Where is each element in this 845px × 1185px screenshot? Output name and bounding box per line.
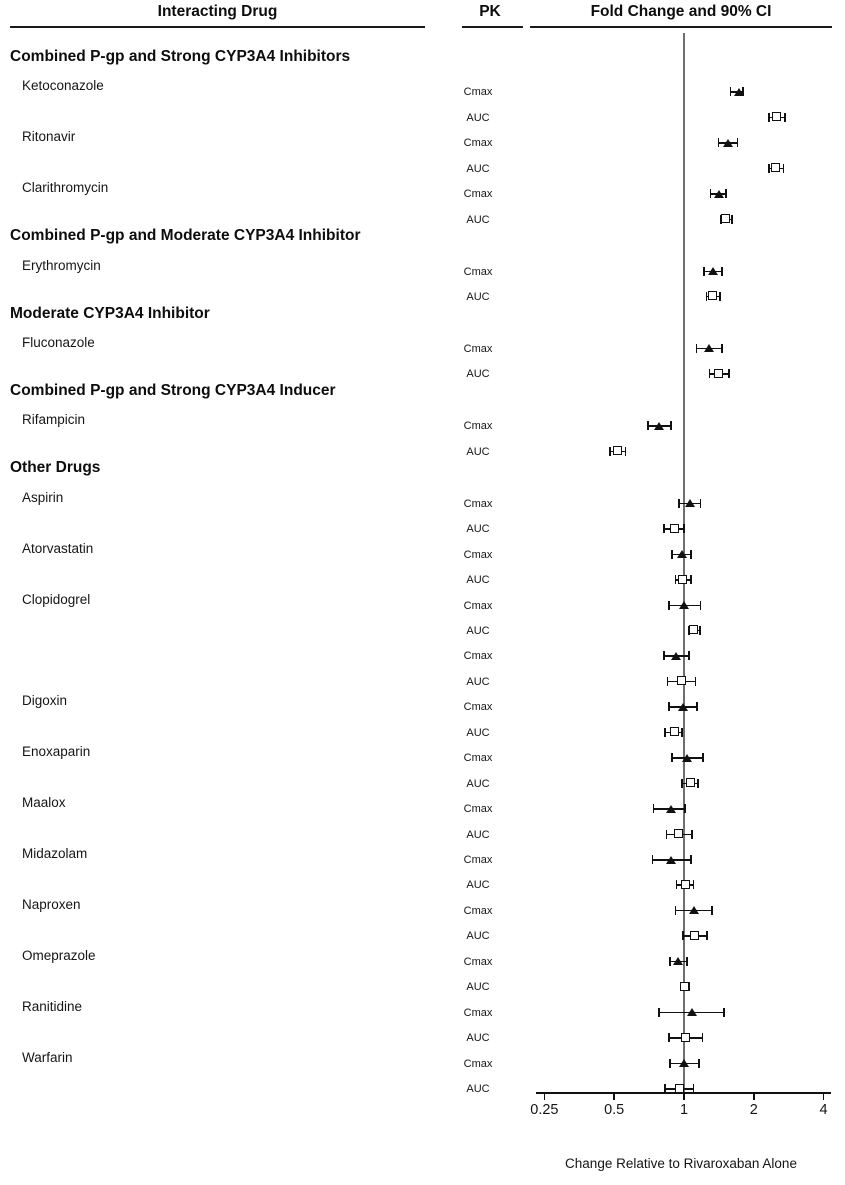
auc-square-marker xyxy=(771,163,780,172)
forest-row xyxy=(0,923,845,948)
cmax-triangle-marker xyxy=(685,499,695,507)
cmax-triangle-marker xyxy=(654,422,664,430)
cmax-triangle-marker xyxy=(673,957,683,965)
ci-cap xyxy=(668,601,670,610)
pk-parameter-label: Cmax xyxy=(463,854,493,866)
x-axis-tick-label: 1 xyxy=(679,1102,689,1118)
ci-cap xyxy=(684,804,686,813)
ci-cap xyxy=(718,138,720,147)
forest-row xyxy=(0,643,845,668)
cmax-triangle-marker xyxy=(714,190,724,198)
forest-row xyxy=(0,669,845,694)
forest-row xyxy=(0,336,845,361)
auc-square-marker xyxy=(613,446,622,455)
ci-cap xyxy=(783,164,785,173)
cmax-triangle-marker xyxy=(671,652,681,660)
ci-cap xyxy=(669,1059,671,1068)
ci-cap xyxy=(690,575,692,584)
forest-row xyxy=(0,181,845,206)
auc-square-marker xyxy=(677,676,686,685)
pk-parameter-label: Cmax xyxy=(463,548,493,561)
auc-square-marker xyxy=(689,625,698,634)
drug-name-label: Erythromycin xyxy=(22,257,101,273)
section-header: Combined P-gp and Strong CYP3A4 Inhibitors xyxy=(10,48,351,65)
ci-cap xyxy=(702,753,704,762)
cmax-triangle-marker xyxy=(708,267,718,275)
ci-cap xyxy=(711,906,713,915)
ci-cap xyxy=(682,931,684,940)
ci-cap xyxy=(609,447,611,456)
auc-square-marker xyxy=(670,727,679,736)
pk-parameter-label: AUC xyxy=(466,981,490,994)
ci-cap xyxy=(690,550,692,559)
forest-row xyxy=(0,1076,845,1101)
x-axis-tick-label: 4 xyxy=(819,1102,828,1118)
ci-cap xyxy=(668,702,670,711)
cmax-triangle-marker xyxy=(723,139,733,147)
forest-row xyxy=(0,516,845,541)
forest-row xyxy=(0,796,845,821)
x-axis-tick xyxy=(753,1093,755,1100)
cmax-triangle-marker xyxy=(734,88,744,96)
drug-name-label: Digoxin xyxy=(22,693,68,709)
ci-cap xyxy=(696,702,698,711)
x-axis-tick-label: 0.25 xyxy=(530,1102,559,1118)
pk-parameter-label: Cmax xyxy=(463,701,493,714)
ci-cap xyxy=(663,524,665,533)
cmax-triangle-marker xyxy=(689,906,699,914)
forest-row xyxy=(0,822,845,847)
ci-cap xyxy=(695,677,697,686)
forest-row xyxy=(0,1000,845,1025)
forest-row xyxy=(0,694,845,719)
auc-square-marker xyxy=(708,291,717,300)
drug-name-label: Omeprazole xyxy=(22,947,96,963)
ci-cap xyxy=(698,1059,700,1068)
forest-row xyxy=(0,105,845,130)
forest-row xyxy=(0,1025,845,1050)
forest-row xyxy=(0,771,845,796)
pk-parameter-label: AUC xyxy=(466,368,490,381)
forest-row xyxy=(0,720,845,745)
forest-row xyxy=(0,949,845,974)
forest-row xyxy=(0,593,845,618)
drug-name-label: Naproxen xyxy=(22,896,81,912)
pk-parameter-label: Cmax xyxy=(463,497,493,510)
ci-cap xyxy=(710,189,712,198)
x-axis-tick xyxy=(823,1093,825,1100)
forest-row xyxy=(0,745,845,770)
ci-cap xyxy=(730,87,732,96)
ci-cap xyxy=(663,651,665,660)
ci-cap xyxy=(728,369,730,378)
pk-parameter-label: AUC xyxy=(466,624,490,637)
forest-row xyxy=(0,259,845,284)
header-underline-plot xyxy=(530,26,832,28)
pk-parameter-label: AUC xyxy=(466,930,490,943)
ci-cap xyxy=(721,344,723,353)
drug-name-label: Ranitidine xyxy=(22,998,83,1014)
pk-parameter-label: Cmax xyxy=(463,420,493,433)
pk-parameter-label: AUC xyxy=(466,777,490,790)
ci-cap xyxy=(652,855,654,864)
pk-parameter-label: Cmax xyxy=(463,188,493,201)
ci-cap xyxy=(702,1033,704,1042)
ci-cap xyxy=(737,138,739,147)
pk-parameter-label: AUC xyxy=(466,162,490,175)
x-axis-tick xyxy=(544,1093,546,1100)
ci-cap xyxy=(671,550,673,559)
header-underline-pk xyxy=(462,26,523,28)
ci-cap xyxy=(681,779,683,788)
column-header-fold-change: Fold Change and 90% CI xyxy=(590,3,772,20)
ci-cap xyxy=(670,421,672,430)
ci-cap xyxy=(699,626,701,635)
ci-cap xyxy=(664,728,666,737)
x-axis-tick xyxy=(613,1093,615,1100)
auc-square-marker xyxy=(680,982,689,991)
ci-cap xyxy=(784,113,786,122)
drug-name-label: Enoxaparin xyxy=(22,744,91,760)
pk-parameter-label: Cmax xyxy=(463,342,493,355)
forest-row xyxy=(0,130,845,155)
pk-parameter-label: Cmax xyxy=(463,86,493,99)
drug-name-label: Rifampicin xyxy=(22,412,86,428)
ci-cap xyxy=(691,830,693,839)
ci-cap xyxy=(731,215,733,224)
cmax-triangle-marker xyxy=(679,601,689,609)
forest-row xyxy=(0,872,845,897)
ci-cap xyxy=(721,267,723,276)
cmax-triangle-marker xyxy=(666,856,676,864)
pk-parameter-label: Cmax xyxy=(463,599,493,612)
ci-cap xyxy=(671,753,673,762)
auc-square-marker xyxy=(772,112,781,121)
ci-cap xyxy=(669,957,671,966)
pk-parameter-label: AUC xyxy=(466,290,490,303)
drug-name-label: Aspirin xyxy=(22,489,64,505)
pk-parameter-label: AUC xyxy=(466,213,490,226)
forest-row xyxy=(0,974,845,999)
drug-name-label: Maalox xyxy=(22,795,66,811)
ci-cap xyxy=(700,499,702,508)
section-header: Other Drugs xyxy=(10,459,101,477)
ci-cap xyxy=(681,728,683,737)
pk-parameter-label: AUC xyxy=(466,445,490,458)
ci-cap xyxy=(706,931,708,940)
pk-parameter-label: AUC xyxy=(466,1083,490,1096)
ci-cap xyxy=(675,575,677,584)
auc-square-marker xyxy=(686,778,695,787)
pk-parameter-label: Cmax xyxy=(463,137,493,150)
drug-name-label: Clopidogrel xyxy=(22,591,91,607)
forest-row xyxy=(0,413,845,438)
ci-cap xyxy=(696,344,698,353)
auc-square-marker xyxy=(681,880,690,889)
pk-parameter-label: Cmax xyxy=(463,803,493,816)
x-axis-tick xyxy=(683,1093,685,1100)
cmax-triangle-marker xyxy=(682,754,692,762)
cmax-triangle-marker xyxy=(678,703,688,711)
forest-row xyxy=(0,567,845,592)
ci-cap xyxy=(647,421,649,430)
ci-cap xyxy=(688,651,690,660)
ci-cap xyxy=(653,804,655,813)
ci-cap xyxy=(768,164,770,173)
forest-row xyxy=(0,79,845,104)
drug-name-label: Fluconazole xyxy=(22,334,95,350)
ci-cap xyxy=(723,1008,725,1017)
column-header-interacting-drug: Interacting Drug xyxy=(157,3,278,20)
ci-cap xyxy=(693,880,695,889)
pk-parameter-label: Cmax xyxy=(463,752,493,765)
ci-cap xyxy=(700,601,702,610)
auc-square-marker xyxy=(714,369,723,378)
drug-name-label: Warfarin xyxy=(22,1049,73,1065)
drug-name-label: Atorvastatin xyxy=(22,540,94,556)
pk-parameter-label: Cmax xyxy=(463,955,493,968)
pk-parameter-label: Cmax xyxy=(463,904,493,917)
ci-cap xyxy=(690,855,692,864)
ci-cap xyxy=(658,1008,660,1017)
forest-row xyxy=(0,156,845,181)
ci-cap xyxy=(719,292,721,301)
pk-parameter-label: AUC xyxy=(466,828,490,841)
forest-row xyxy=(0,542,845,567)
x-axis-caption: Change Relative to Rivaroxaban Alone xyxy=(565,1156,797,1171)
ci-cap xyxy=(697,779,699,788)
forest-row xyxy=(0,898,845,923)
ci-cap xyxy=(675,906,677,915)
ci-cap xyxy=(683,524,685,533)
ci-cap xyxy=(667,677,669,686)
ci-cap xyxy=(668,1033,670,1042)
auc-square-marker xyxy=(670,524,679,533)
ci-cap xyxy=(709,369,711,378)
auc-square-marker xyxy=(690,931,699,940)
ci-cap xyxy=(768,113,770,122)
auc-square-marker xyxy=(674,829,683,838)
header-underline-drug xyxy=(10,26,425,28)
forest-row xyxy=(0,439,845,464)
cmax-triangle-marker xyxy=(679,1059,689,1067)
cmax-triangle-marker xyxy=(687,1008,697,1016)
ci-cap xyxy=(725,189,727,198)
ci-cap xyxy=(703,267,705,276)
auc-square-marker xyxy=(721,214,730,223)
ci-cap xyxy=(676,880,678,889)
pk-parameter-label: Cmax xyxy=(463,1006,493,1019)
ci-cap xyxy=(666,830,668,839)
drug-name-label: Midazolam xyxy=(22,846,88,861)
pk-parameter-label: AUC xyxy=(466,523,490,536)
ci-cap xyxy=(678,499,680,508)
pk-parameter-label: AUC xyxy=(466,111,490,124)
auc-square-marker xyxy=(678,575,687,584)
section-header: Moderate CYP3A4 Inhibitor xyxy=(10,304,210,322)
x-axis-tick-label: 2 xyxy=(749,1102,758,1118)
drug-name-label: Ritonavir xyxy=(22,129,76,145)
pk-parameter-label: AUC xyxy=(466,675,490,688)
pk-parameter-label: AUC xyxy=(466,1032,490,1045)
forest-row xyxy=(0,618,845,643)
forest-row xyxy=(0,491,845,516)
pk-parameter-label: Cmax xyxy=(463,1057,493,1070)
column-header-pk: PK xyxy=(479,3,501,20)
pk-parameter-label: Cmax xyxy=(463,650,493,663)
cmax-triangle-marker xyxy=(666,805,676,813)
ci-cap xyxy=(706,292,708,301)
ci-cap xyxy=(686,957,688,966)
x-axis-tick-label: 0.5 xyxy=(604,1102,625,1118)
pk-parameter-label: AUC xyxy=(466,574,490,587)
section-header: Combined P-gp and Strong CYP3A4 Inducer xyxy=(10,382,336,399)
pk-parameter-label: Cmax xyxy=(463,265,493,278)
ci-cap xyxy=(625,447,627,456)
forest-row xyxy=(0,847,845,872)
auc-square-marker xyxy=(681,1033,690,1042)
pk-parameter-label: AUC xyxy=(466,726,490,739)
forest-row xyxy=(0,1051,845,1076)
drug-name-label: Clarithromycin xyxy=(22,180,109,196)
drug-name-label: Ketoconazole xyxy=(22,78,104,94)
pk-parameter-label: AUC xyxy=(466,879,490,892)
section-header: Combined P-gp and Moderate CYP3A4 Inhibitor xyxy=(10,227,361,245)
cmax-triangle-marker xyxy=(677,550,687,558)
cmax-triangle-marker xyxy=(704,344,714,352)
